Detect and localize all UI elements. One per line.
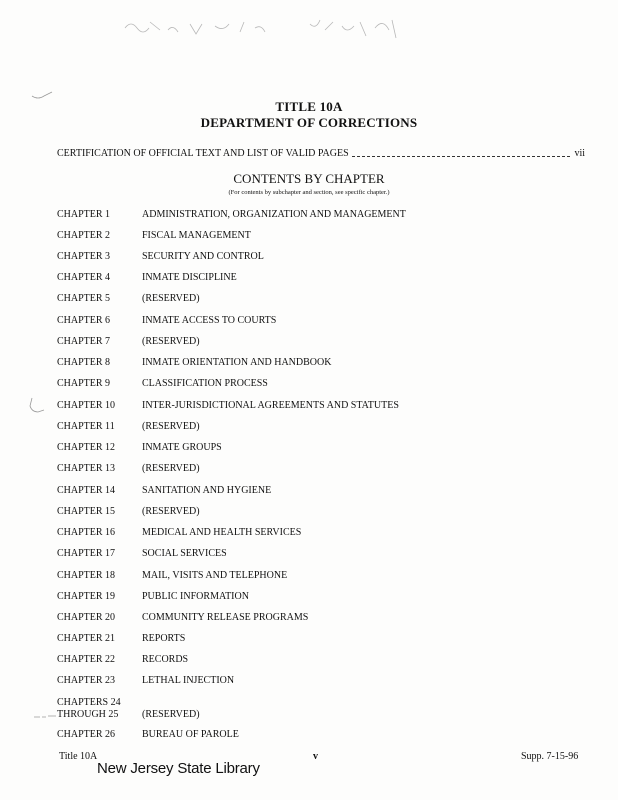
chapter-title: ADMINISTRATION, ORGANIZATION AND MANAGEMENT xyxy=(142,209,406,220)
chapter-title: PUBLIC INFORMATION xyxy=(142,591,249,602)
chapter-title: SECURITY AND CONTROL xyxy=(142,251,264,262)
chapter-title: SOCIAL SERVICES xyxy=(142,548,227,559)
chapter-title: FISCAL MANAGEMENT xyxy=(142,230,251,241)
chapter-number-continued: THROUGH 25 xyxy=(57,709,119,720)
chapter-number: CHAPTER 9 xyxy=(57,378,111,389)
footer-supplement-date: Supp. 7-15-96 xyxy=(521,751,579,762)
chapter-number: CHAPTER 21 xyxy=(57,633,116,644)
chapter-number: CHAPTER 23 xyxy=(57,675,116,686)
chapter-number: CHAPTER 20 xyxy=(57,612,116,623)
chapter-number: CHAPTER 16 xyxy=(57,527,116,538)
contents-note: (For contents by subchapter and section, see specific chapter.) xyxy=(228,189,390,196)
chapter-number: CHAPTER 6 xyxy=(57,315,111,326)
chapter-title: (RESERVED) xyxy=(142,336,200,347)
chapter-number: CHAPTER 11 xyxy=(57,421,115,432)
chapter-number: CHAPTER 17 xyxy=(57,548,116,559)
chapter-number: CHAPTER 19 xyxy=(57,591,116,602)
contents-heading: CONTENTS BY CHAPTER xyxy=(233,171,385,186)
chapter-number: CHAPTER 10 xyxy=(57,400,116,411)
chapter-title: (RESERVED) xyxy=(142,293,200,304)
title-line: DEPARTMENT OF CORRECTIONS xyxy=(200,115,418,130)
chapter-number: CHAPTER 1 xyxy=(57,209,111,220)
chapter-number: CHAPTER 26 xyxy=(57,729,116,740)
certification-entry xyxy=(57,146,585,160)
chapter-number: CHAPTER 12 xyxy=(57,442,116,453)
scan-artifact xyxy=(120,10,410,46)
chapter-title: LETHAL INJECTION xyxy=(142,675,235,686)
chapter-title: SANITATION AND HYGIENE xyxy=(142,485,272,496)
chapter-number: CHAPTER 7 xyxy=(57,336,111,347)
dot-leader xyxy=(352,150,571,157)
chapter-title: RECORDS xyxy=(142,654,189,665)
chapter-title: (RESERVED) xyxy=(142,421,200,432)
chapter-title: MEDICAL AND HEALTH SERVICES xyxy=(142,527,302,538)
chapter-number: CHAPTER 13 xyxy=(57,463,116,474)
chapter-title: INMATE ORIENTATION AND HANDBOOK xyxy=(142,357,332,368)
chapter-number: CHAPTER 2 xyxy=(57,230,111,241)
chapter-number: CHAPTER 3 xyxy=(57,251,111,262)
chapter-title: MAIL, VISITS AND TELEPHONE xyxy=(142,570,288,581)
title-line: TITLE 10A xyxy=(275,99,343,114)
chapter-number: CHAPTER 15 xyxy=(57,506,116,517)
chapter-number: CHAPTER 8 xyxy=(57,357,111,368)
chapter-number: CHAPTER 4 xyxy=(57,272,111,283)
chapter-title: (RESERVED) xyxy=(142,463,200,474)
chapter-number: CHAPTER 14 xyxy=(57,485,116,496)
footer-title: Title 10A xyxy=(59,751,98,762)
chapter-title: INTER-JURISDICTIONAL AGREEMENTS AND STATUTES xyxy=(142,400,399,411)
chapter-number: CHAPTER 22 xyxy=(57,654,116,665)
chapter-title: CLASSIFICATION PROCESS xyxy=(142,378,268,389)
scan-artifact xyxy=(28,396,46,416)
chapter-title: INMATE ACCESS TO COURTS xyxy=(142,315,277,326)
chapter-number: CHAPTER 5 xyxy=(57,293,111,304)
chapter-number: CHAPTERS 24 xyxy=(57,697,121,708)
certification-label: CERTIFICATION OF OFFICIAL TEXT AND LIST OF VALID PAGES xyxy=(57,147,349,159)
chapter-title: (RESERVED) xyxy=(142,506,200,517)
certification-page-number: vii xyxy=(574,147,585,159)
chapter-title: BUREAU OF PAROLE xyxy=(142,729,239,740)
library-stamp: New Jersey State Library xyxy=(97,760,260,777)
scan-artifact xyxy=(32,710,58,724)
chapter-number: CHAPTER 18 xyxy=(57,570,116,581)
chapter-title: INMATE DISCIPLINE xyxy=(142,272,237,283)
chapter-title: INMATE GROUPS xyxy=(142,442,222,453)
footer-page-number: v xyxy=(313,751,318,762)
chapter-title: REPORTS xyxy=(142,633,186,644)
chapter-title: (RESERVED) xyxy=(142,709,200,720)
chapter-title: COMMUNITY RELEASE PROGRAMS xyxy=(142,612,309,623)
